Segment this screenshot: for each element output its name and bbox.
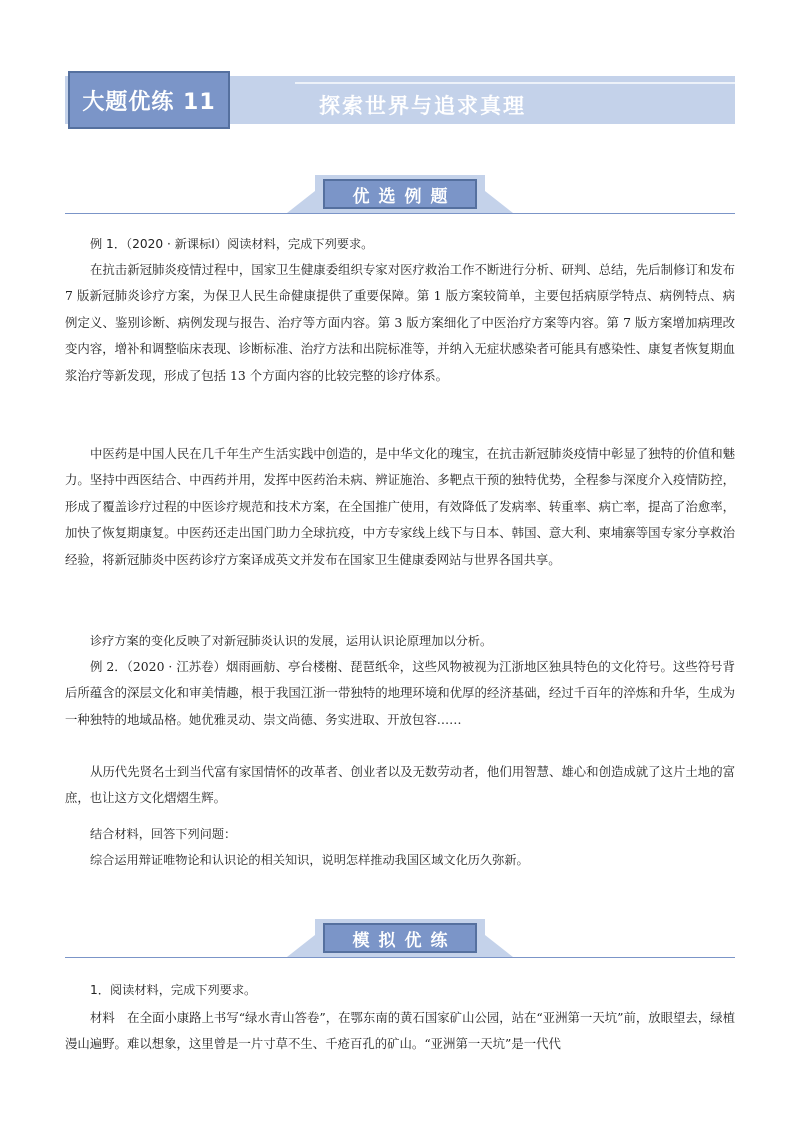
section-rule bbox=[65, 957, 735, 958]
banner-shoulder-right bbox=[485, 935, 513, 957]
example2-paragraph-2: 从历代先贤名士到当代富有家国情怀的改革者、创业者以及无数劳动者，他们用智慧、雄心和创造成就了这片土地的富庶，也让这方文化熠熠生辉。 bbox=[65, 764, 735, 806]
example1-question: 诊疗方案的变化反映了对新冠肺炎认识的发展，运用认识论原理加以分析。 bbox=[90, 634, 493, 648]
practice1-paragraph-1: 材料 在全面小康路上书写“绿水青山答卷”，在鄂东南的黄石国家矿山公园，站在“亚洲第一天坑”前，放眼望去，绿植漫山遍野。难以想象，这里曾是一片寸草不生、千疮百孔的矿山。“亚洲第一天坑”是一代代 bbox=[65, 1010, 735, 1052]
page-header bbox=[65, 68, 735, 130]
section-title: 模拟优练 bbox=[352, 930, 457, 951]
banner-shoulder-right bbox=[485, 191, 513, 213]
header-label: 大题优练 11 bbox=[82, 89, 216, 115]
example1-paragraph-2: 中医药是中国人民在几千年生产生活实践中创造的，是中华文化的瑰宝，在抗击新冠肺炎疫情中彰显了独特的价值和魅力。坚持中西医结合、中西药并用，发挥中医药治未病、辨证施治、多靶点干预的独特优势，全程参与深度介入疫情防控，形成了覆盖诊疗过程的中医诊疗规范和技术方案，在全国推广使用，有效降低了发病率、转重率、病亡率，提高了治愈率，加快了恢复期康复。中医药还走出国门助力全球抗疫，中方专家线上线下与日本、韩国、意大利、柬埔寨等国专家分享救治经验，将新冠肺炎中医药诊疗方案译成英文并发布在国家卫生健康委网站与世界各国共享。 bbox=[65, 446, 735, 567]
example2-paragraph-1: 例 2．（2020 · 江苏卷）烟雨画舫、亭台楼榭、琵琶纸伞，这些风物被视为江浙地区独具特色的文化符号。这些符号背后所蕴含的深层文化和审美情趣，根于我国江浙一带独特的地理环境和优厚的经济基础，经过千百年的淬炼和升华，生成为一种独特的地域品格。她优雅灵动、崇文尚德、务实进取、开放包容…… bbox=[65, 659, 735, 727]
section-title-box bbox=[323, 179, 477, 209]
header-label-box bbox=[68, 71, 230, 129]
section-banner-practice bbox=[65, 912, 735, 962]
section-title-box bbox=[323, 923, 477, 953]
section-title: 优选例题 bbox=[352, 186, 457, 207]
example1-paragraph-1: 在抗击新冠肺炎疫情过程中，国家卫生健康委组织专家对医疗救治工作不断进行分析、研判、总结，先后制修订和发布 7 版新冠肺炎诊疗方案，为保卫人民生命健康提供了重要保障。第 1 版方案较简单，主要包括病原学特点、病例特点、病例定义、鉴别诊断、病例发现与报告、治疗等方面内容。第 3 版方案细化了中医治疗方案等内容。第 7 版方案增加病理改变内容，增补和调整临床表现、诊断标准、治疗方法和出院标准等，并纳入无症状感染者可能具有感染性、康复者恢复期血浆治疗等新发现，形成了包括 13 个方面内容的比较完整的诊疗体系。 bbox=[65, 262, 735, 383]
example1-lead: 例 1．（2020 · 新课标Ⅰ）阅读材料，完成下列要求。 bbox=[90, 237, 374, 251]
header-title: 探索世界与追求真理 bbox=[319, 94, 526, 118]
practice1-lead: 1．阅读材料，完成下列要求。 bbox=[90, 983, 257, 997]
header-band-line bbox=[295, 82, 735, 84]
example2-question: 综合运用辩证唯物论和认识论的相关知识，说明怎样推动我国区域文化历久弥新。 bbox=[90, 853, 529, 867]
example2-question-lead: 结合材料，回答下列问题： bbox=[90, 827, 237, 841]
banner-shoulder-left bbox=[287, 191, 315, 213]
section-rule bbox=[65, 213, 735, 214]
section-banner-examples bbox=[65, 168, 735, 218]
banner-shoulder-left bbox=[287, 935, 315, 957]
